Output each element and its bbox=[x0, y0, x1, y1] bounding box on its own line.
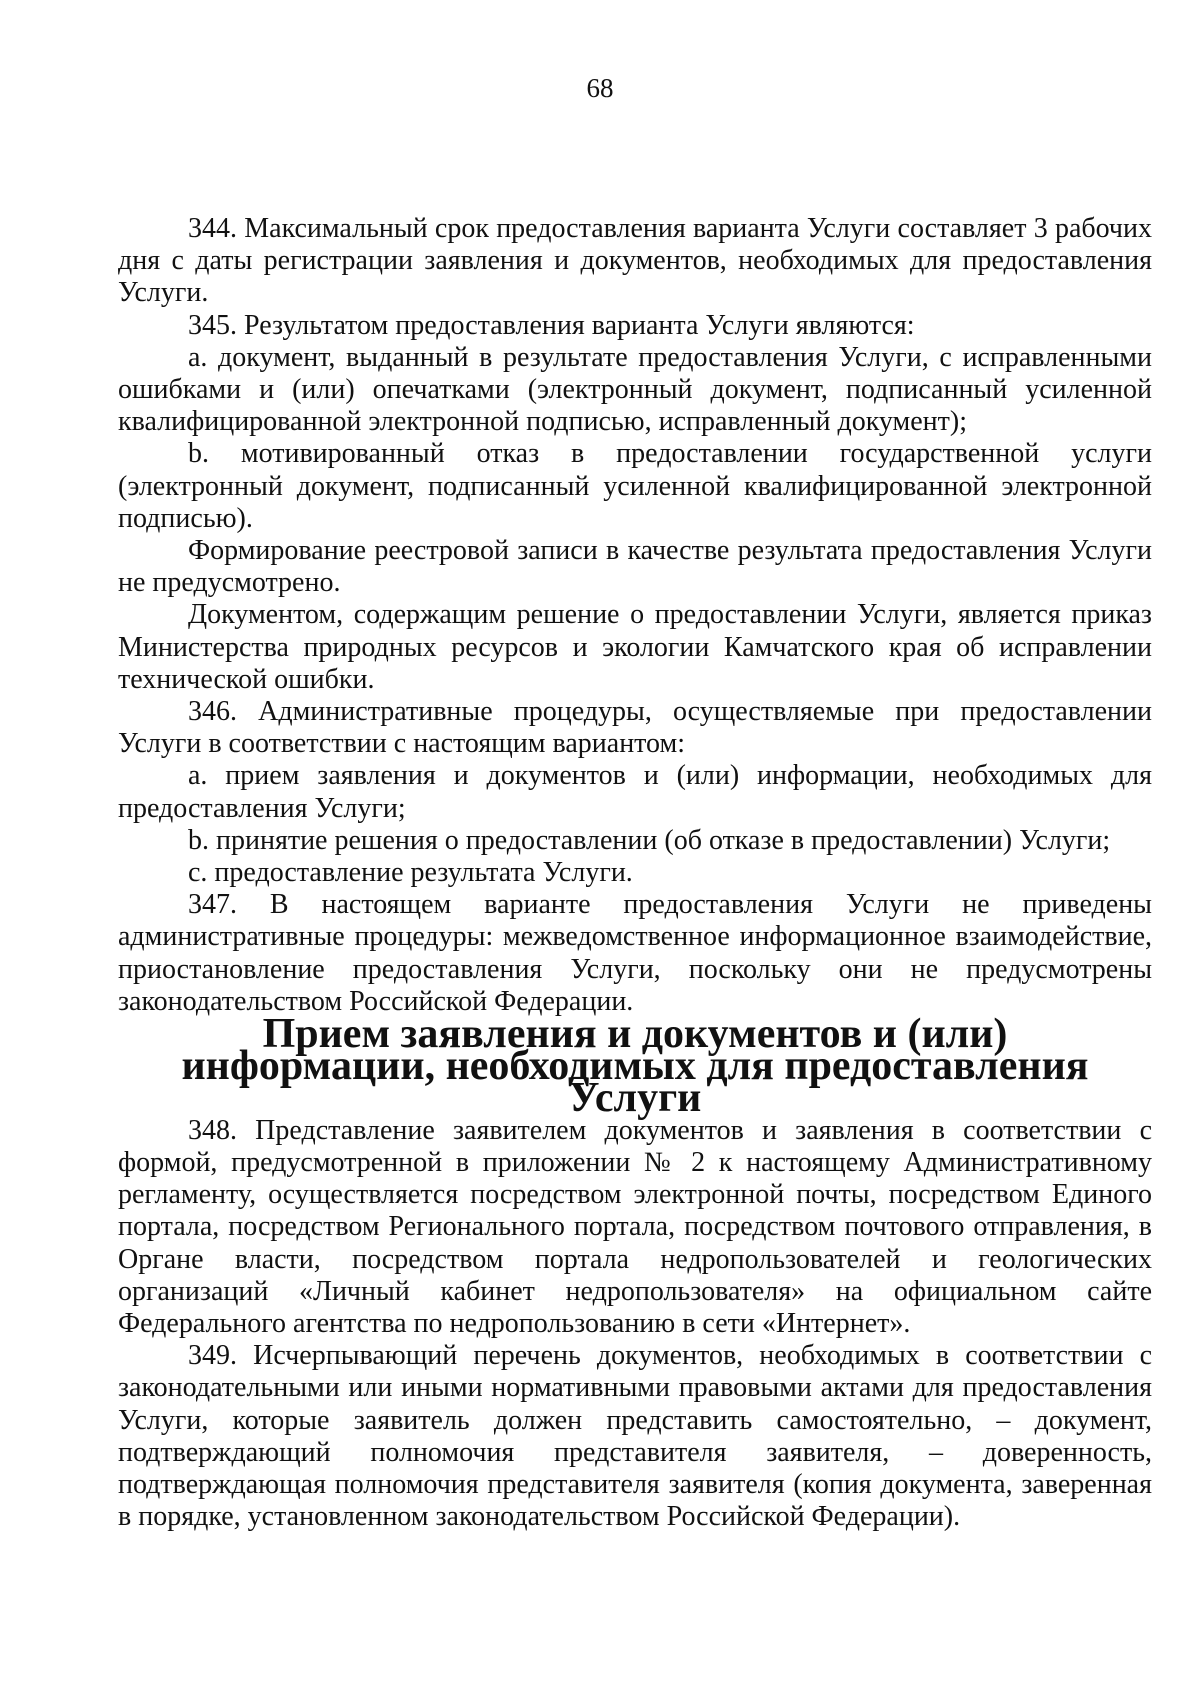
list-item-346-b: b. принятие решения о предоставлении (об отказе в предоставлении) Услуги; bbox=[188, 824, 1111, 856]
paragraph-347: 347. В настоящем варианте предоставления Услуги не приведены административные процедуры: межведомственное информационное взаимодействие, приостановление предоставления Услуги, поскольку они не предусмотрены законодательством Российской Федерации. bbox=[118, 889, 1152, 1017]
page-number: 68 bbox=[586, 73, 614, 103]
document-body bbox=[118, 213, 1152, 1533]
paragraph-decision-document: Документом, содержащим решение о предоставлении Услуги, является приказ Министерства природных ресурсов и экологии Камчатского края об исправлении технической ошибки. bbox=[118, 599, 1152, 695]
list-item-345-b: b. мотивированный отказ в предоставлении государственной услуги (электронный документ, подписанный усиленной квалифицированной электронной подписью). bbox=[118, 438, 1152, 534]
section-heading: Прием заявления и документов и (или) информации, необходимых для предоставления Услуги bbox=[181, 1011, 1089, 1122]
list-item-346-c: c. предоставление результата Услуги. bbox=[188, 857, 633, 889]
paragraph-345: 345. Результатом предоставления варианта Услуги являются: bbox=[188, 309, 915, 341]
paragraph-349: 349. Исчерпывающий перечень документов, необходимых в соответствии с законодательными или иными нормативными правовыми актами для предоставления Услуги, которые заявитель должен представить самостоятельно, – документ, подтверждающий полномочия представителя заявителя, – доверенность, подтверждающая полномочия представителя заявителя (копия документа, заверенная в порядке, установленном законодательством Российской Федерации). bbox=[118, 1340, 1152, 1533]
paragraph-344: 344. Максимальный срок предоставления варианта Услуги составляет 3 рабочих дня с даты регистрации заявления и документов, необходимых для предоставления Услуги. bbox=[118, 213, 1152, 309]
paragraph-346: 346. Административные процедуры, осуществляемые при предоставлении Услуги в соответствии с настоящим вариантом: bbox=[118, 696, 1152, 760]
list-item-345-a: a. документ, выданный в результате предоставления Услуги, с исправленными ошибками и (или) опечатками (электронный документ, подписанный усиленной квалифицированной электронной подписью, исправленный документ); bbox=[118, 341, 1152, 438]
paragraph-348: 348. Представление заявителем документов и заявления в соответствии с формой, предусмотренной в приложении № 2 к настоящему Административному регламенту, осуществляется посредством электронной почты, посредством Единого портала, посредством Регионального портала, посредством почтового отправления, в Органе власти, посредством портала недропользователей и геологических организаций «Личный кабинет недропользователя» на официальном сайте Федерального агентства по недропользованию в сети «Интернет». bbox=[118, 1114, 1152, 1339]
paragraph-registry-record: Формирование реестровой записи в качестве результата предоставления Услуги не предусмотрено. bbox=[118, 535, 1152, 599]
list-item-346-a: a. прием заявления и документов и (или) информации, необходимых для предоставления Услуги; bbox=[118, 760, 1152, 824]
